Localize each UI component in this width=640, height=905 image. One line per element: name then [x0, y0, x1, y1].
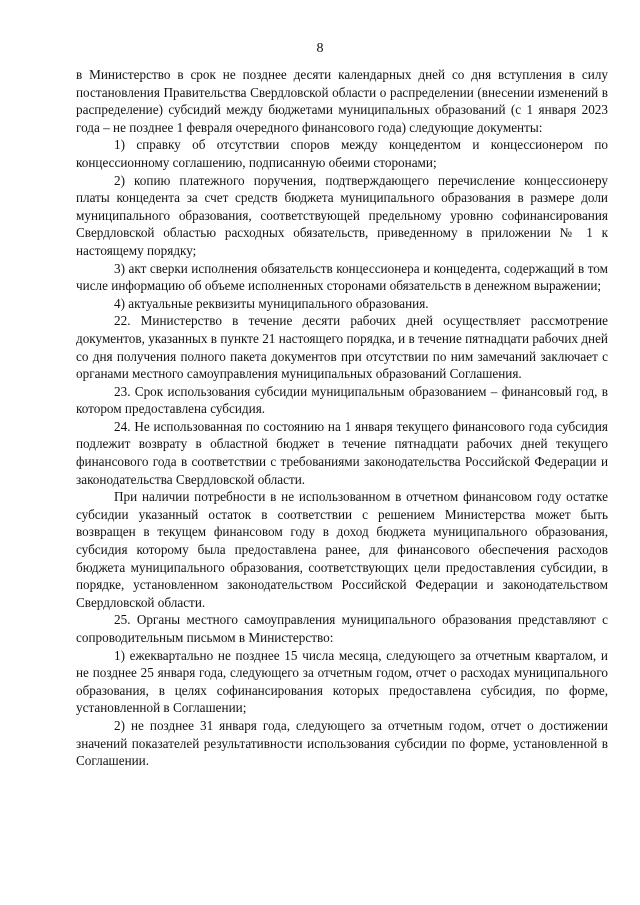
- list-item-payment-order: 2) копию платежного поручения, подтверждающего перечисление концессионеру платы концедента за счет средств бюджета муниципального образования в размере доли муниципального образования, соответствующей предельному уровню софинансирования Свердловской областью расходных обязательств, приведенному в приложении № 1 к настоящему порядку;: [76, 172, 608, 258]
- clause-24-continuation: При наличии потребности в не использованном в отчетном финансовом году остатке субсидии указанный остаток в соответствии с решением Министерства может быть возвращен в текущем финансовом году в доход бюджета муниципального образования, субсидия которому была предоставлена ранее, для финансового обеспечения расходов бюджета муниципального образования, соответствующих цели предоставления субсидии, в порядке, установленном законодательством Российской Федерации и законодательством Свердловской области.: [76, 489, 608, 610]
- page-number: 8: [316, 41, 324, 56]
- clause-23: 23. Срок использования субсидии муниципальным образованием – финансовый год, в котором предоставлена субсидия.: [76, 383, 608, 417]
- clause-22: 22. Министерство в течение десяти рабочих дней осуществляет рассмотрение документов, указанных в пункте 21 настоящего порядка, и в течение пятнадцати рабочих дней со дня получения полного пакета документов при отсутствии по ним замечаний заключает с органами местного самоуправления муниципальных образований Соглашения.: [76, 313, 608, 382]
- clause-24: 24. Не использованная по состоянию на 1 января текущего финансового года субсидия подлежит возврату в областной бюджет в течение пятнадцати рабочих дней текущего финансового года в соответствии с требованиями законодательства Российской Федерации и законодательства Свердловской области.: [76, 418, 608, 487]
- clause-25: 25. Органы местного самоуправления муниципального образования представляют с сопроводительным письмом в Министерство:: [76, 612, 608, 645]
- list-item-annual-report: 2) не позднее 31 января года, следующего за отчетным годом, отчет о достижении значений показателей результативности использования субсидии по форме, установленной в Соглашении.: [76, 717, 608, 769]
- list-item-certificate: 1) справку об отсутствии споров между концедентом и концессионером по концессионному соглашению, подписанную обеими сторонами;: [76, 137, 608, 170]
- list-item-quarterly-report: 1) ежеквартально не позднее 15 числа месяца, следующего за отчетным кварталом, и не позднее 25 января года, следующего за отчетным годом, отчет о расходах муниципального образования, в целях софинансирования которых предоставлена субсидия, по форме, установленной в Соглашении;: [76, 647, 608, 716]
- list-item-bank-details: 4) актуальные реквизиты муниципального образования.: [114, 295, 429, 311]
- list-item-reconciliation-act: 3) акт сверки исполнения обязательств концессионера и концедента, содержащий в том числе информацию об объеме исполненных сторонами обязательств в денежном выражении;: [76, 260, 608, 294]
- document-body: [76, 66, 608, 770]
- paragraph-continuation: в Министерство в срок не позднее десяти календарных дней со дня вступления в силу постановления Правительства Свердловской области о распределении (внесении изменений в распределение) субсидий между бюджетами муниципальных образований (с 1 января 2023 года – не позднее 1 февраля очередного финансового года) следующие документы:: [76, 67, 608, 135]
